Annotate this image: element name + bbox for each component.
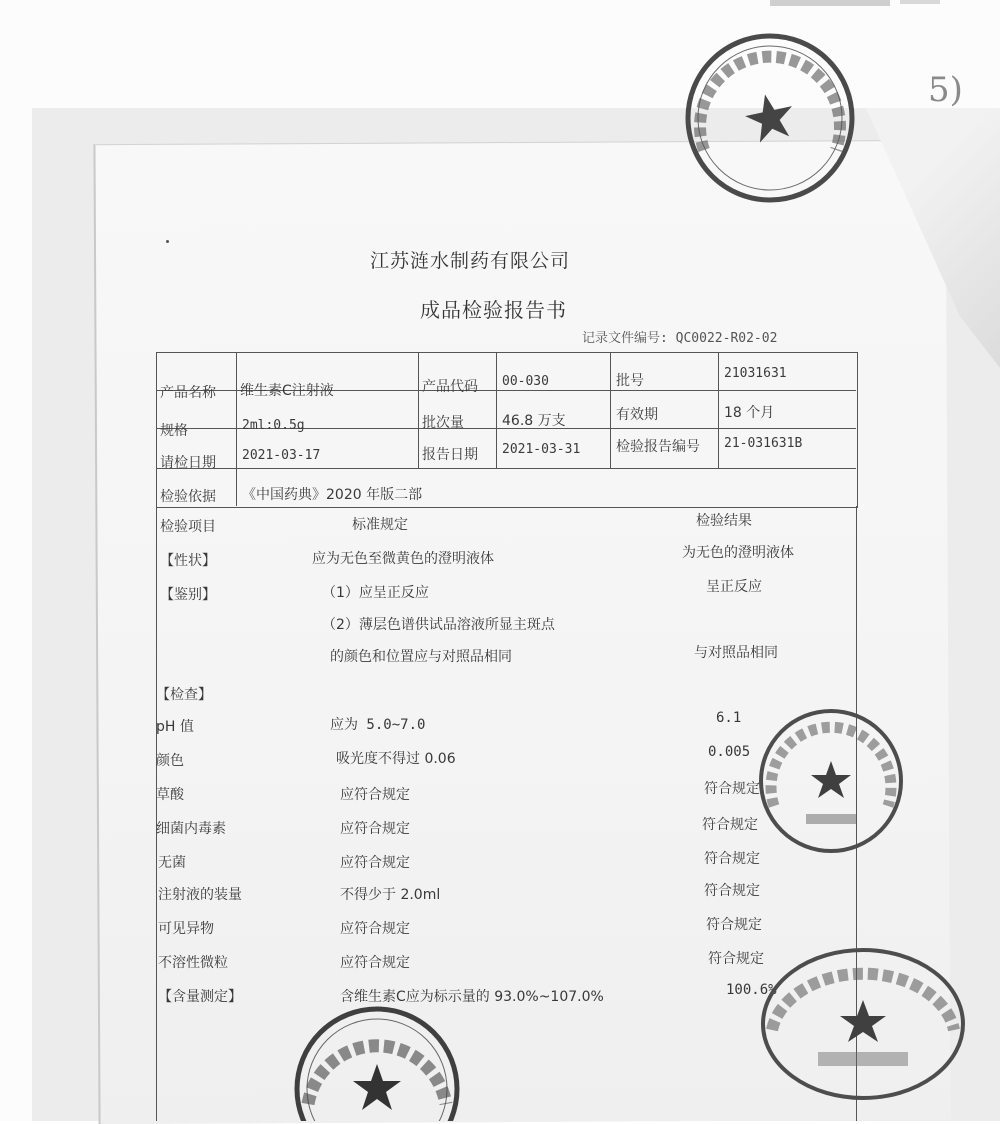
spec-value: 2ml:0.5g	[242, 418, 305, 433]
row-result: 符合规定	[708, 951, 764, 967]
row-result: 6.1	[716, 710, 742, 726]
row-item: pH 值	[156, 719, 194, 735]
row-result: 0.005	[708, 744, 751, 760]
spec-label: 规格	[160, 423, 188, 439]
row-item: 可见异物	[158, 921, 214, 937]
row-standard: 应为 5.0~7.0	[330, 717, 426, 733]
company-seal-bottom-left	[292, 1004, 462, 1121]
report-no-value: 21-031631B	[724, 436, 803, 451]
product-code-label: 产品代码	[422, 379, 478, 395]
row-result: 符合规定	[706, 917, 762, 933]
document-title: 成品检验报告书	[420, 298, 567, 322]
scan-artifact	[900, 0, 940, 4]
row-item: 不溶性微粒	[158, 955, 228, 971]
expiry-label: 有效期	[616, 407, 658, 423]
row-item: 注射液的装量	[158, 887, 242, 903]
basis-label: 检验依据	[160, 489, 216, 505]
row-standard: 吸光度不得过 0.06	[336, 751, 456, 767]
row-result: 符合规定	[702, 817, 758, 833]
assay-result: 100.6%	[726, 982, 777, 998]
row-item: 无菌	[158, 855, 186, 871]
company-seal-middle-right	[756, 706, 906, 856]
ident1-standard: （1）应呈正反应	[322, 585, 429, 601]
character-label: 【性状】	[160, 553, 216, 569]
request-date-label: 请检日期	[160, 455, 216, 471]
row-standard: 应符合规定	[340, 955, 410, 971]
request-date-value: 2021-03-17	[242, 448, 321, 463]
row-standard: 应符合规定	[340, 787, 410, 803]
product-name-value: 维生素C注射液	[240, 383, 334, 399]
product-code-value: 00-030	[502, 374, 549, 389]
assay-standard: 含维生素C应为标示量的 93.0%~107.0%	[340, 989, 604, 1005]
company-seal-top-right	[682, 30, 858, 206]
batch-size-label: 批次量	[422, 415, 464, 431]
col-result-header: 检验结果	[696, 513, 752, 529]
col-standard-header: 标准规定	[352, 517, 408, 533]
character-standard: 应为无色至微黄色的澄明液体	[312, 551, 494, 567]
scan-artifact	[770, 0, 890, 6]
row-standard: 应符合规定	[340, 921, 410, 937]
inspection-label: 【检查】	[156, 687, 212, 703]
col-item-header: 检验项目	[160, 519, 216, 535]
ident2-result: 与对照品相同	[694, 645, 778, 661]
row-item: 草酸	[156, 787, 184, 803]
report-date-value: 2021-03-31	[502, 442, 581, 457]
identification-label: 【鉴别】	[160, 587, 216, 603]
character-result: 为无色的澄明液体	[682, 545, 794, 561]
ident1-result: 呈正反应	[706, 579, 762, 595]
batch-size-value: 46.8 万支	[502, 413, 566, 429]
record-file-number: 记录文件编号: QC0022-R02-02	[582, 331, 778, 346]
speck	[166, 240, 169, 243]
company-seal-bottom-right	[758, 944, 968, 1104]
assay-label: 【含量测定】	[158, 989, 242, 1005]
ident2-standard-line1: （2）薄层色谱供试品溶液所显主斑点	[322, 617, 555, 633]
report-no-label: 检验报告编号	[616, 439, 700, 455]
handwritten-mark: 5)	[928, 70, 963, 110]
row-result: 符合规定	[704, 883, 760, 899]
row-standard: 应符合规定	[340, 855, 410, 871]
basis-value: 《中国药典》2020 年版二部	[242, 487, 423, 503]
product-name-label: 产品名称	[160, 385, 216, 401]
row-item: 颜色	[156, 753, 184, 769]
expiry-value: 18 个月	[724, 405, 775, 421]
row-result: 符合规定	[704, 851, 760, 867]
company-name: 江苏涟水制药有限公司	[370, 250, 571, 272]
row-item: 细菌内毒素	[156, 821, 226, 837]
report-date-label: 报告日期	[422, 447, 478, 463]
ident2-standard-line2: 的颜色和位置应与对照品相同	[330, 649, 512, 665]
row-result: 符合规定	[704, 781, 760, 797]
batch-no-label: 批号	[616, 373, 644, 389]
row-standard: 应符合规定	[340, 821, 410, 837]
batch-no-value: 21031631	[724, 366, 787, 381]
row-standard: 不得少于 2.0ml	[340, 887, 441, 903]
